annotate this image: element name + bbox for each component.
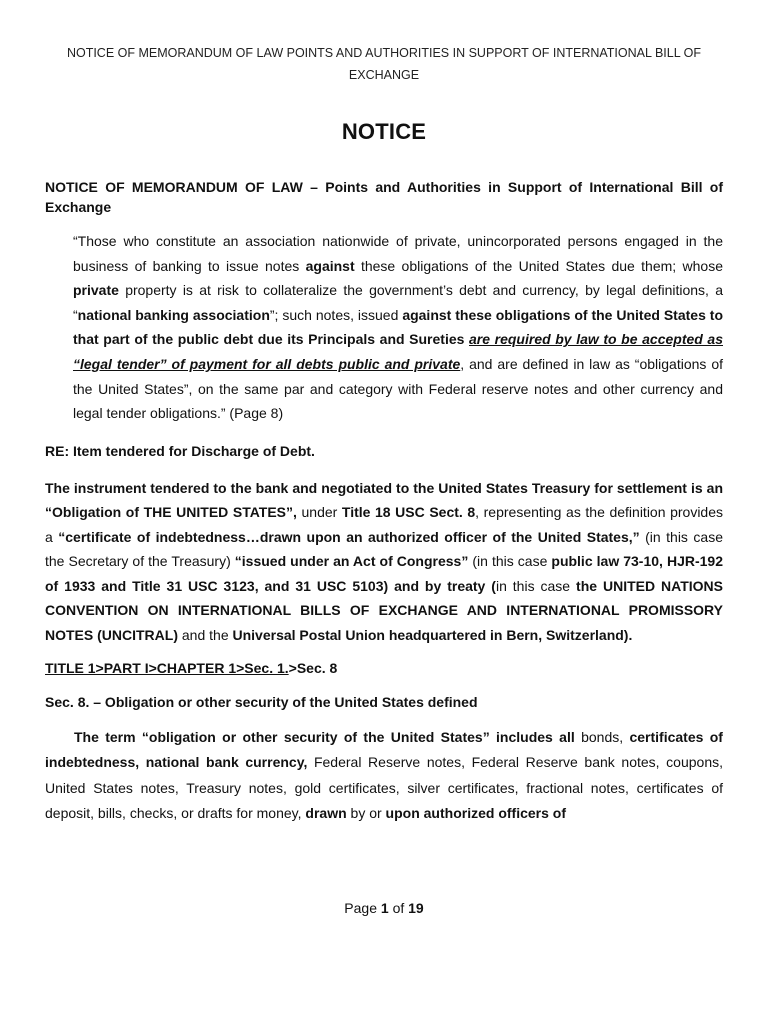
term-paragraph — [45, 725, 723, 826]
notice-heading: NOTICE OF MEMORANDUM OF LAW – Points and Authorities in Support of International Bill of Exchange — [45, 179, 723, 215]
tender-bold: “issued under an Act of Congress” — [234, 553, 469, 570]
title-path-underlined: TITLE 1>PART I>CHAPTER 1>Sec. 1. — [45, 660, 289, 677]
quote-text: ”; such notes, issued — [269, 306, 403, 323]
tender-bold: the UNITED NATIONS CONVENTION ON INTERNATIONAL BILLS OF EXCHANGE AND INTERNATIONAL PROMISSORY NOTES (UNCITRAL) — [45, 577, 723, 643]
tender-bold: public law 73-10, HJR-192 of 1933 and Title 31 USC 3123, and 31 USC 5103) and by treaty ( — [45, 553, 723, 594]
quote-paragraph — [45, 229, 723, 426]
term-bold: drawn — [305, 804, 347, 821]
tender-bold: Title 18 USC Sect. 8 — [341, 504, 476, 521]
tender-text: in this case — [495, 577, 577, 594]
term-bold: certificates of indebtedness, national bank currency, — [45, 729, 723, 771]
tender-paragraph — [45, 476, 723, 648]
quote-text: , and are defined in law as “obligations of the United States”, on the same par and category with Federal reserve notes and other currency and legal tender obligations.” (Page 8) — [73, 355, 723, 422]
quote-bold: against — [305, 257, 355, 274]
term-text: bonds, — [574, 729, 630, 746]
quote-text: “Those who constitute an association nationwide of private, unincorporated persons engaged in the business of banking to issue notes — [73, 233, 723, 274]
quote-bold: private — [73, 282, 119, 299]
page-current: 1 — [380, 900, 389, 916]
quote-text: these obligations of the United States due them; whose — [354, 257, 723, 274]
title-path — [45, 658, 723, 678]
tender-text: and the — [178, 626, 233, 643]
tender-text: (in this case — [468, 553, 552, 570]
document-body — [45, 177, 723, 826]
title-path-rest: >Sec. 8 — [288, 660, 338, 677]
tender-bold: Universal Postal Union headquartered in Bern, Switzerland). — [232, 626, 633, 643]
tender-text: under — [296, 504, 342, 521]
sec8-heading: Sec. 8. – Obligation or other security of the United States defined — [45, 694, 478, 711]
page-title: NOTICE — [341, 119, 427, 144]
term-bold: The term “obligation or other security of the United States” includes all — [74, 729, 575, 746]
quote-bold: against these obligations of the United States to that part of the public debt due its Principals and Sureties — [73, 306, 723, 348]
tender-text: , representing as the definition provides a — [45, 504, 724, 545]
quote-bold: national banking association — [77, 306, 270, 323]
tender-text: (in this case the Secretary of the Treasury) — [45, 528, 723, 570]
term-text: by or — [346, 804, 386, 821]
page-word: Page — [344, 900, 377, 916]
page-total: 19 — [408, 900, 424, 916]
of-word: of — [392, 900, 405, 916]
running-header: NOTICE OF MEMORANDUM OF LAW POINTS AND AUTHORITIES IN SUPPORT OF INTERNATIONAL BILL OF EXCHANGE — [66, 46, 702, 82]
term-text: Federal Reserve notes, Federal Reserve bank notes, coupons, United States notes, Treasury notes, gold certificates, silver certificates, fractional notes, certificates of deposit, bills, checks, or drafts for money, — [45, 754, 723, 821]
quote-emphasis: are required by law to be accepted as “legal tender” of payment for all debts public and private — [73, 331, 723, 372]
quote-text: property is at risk to collateralize the government’s debt and currency, by legal definitions, a “ — [73, 282, 723, 323]
term-bold: upon authorized officers of — [385, 804, 566, 821]
tender-bold: The instrument tendered to the bank and negotiated to the United States Treasury for settlement is an “Obligation of THE UNITED STATES”, — [45, 479, 723, 521]
tender-bold: “certificate of indebtedness…drawn upon an authorized officer of the United States,” — [58, 528, 640, 545]
page-footer — [0, 900, 768, 916]
re-line: RE: Item tendered for Discharge of Debt. — [45, 442, 315, 459]
